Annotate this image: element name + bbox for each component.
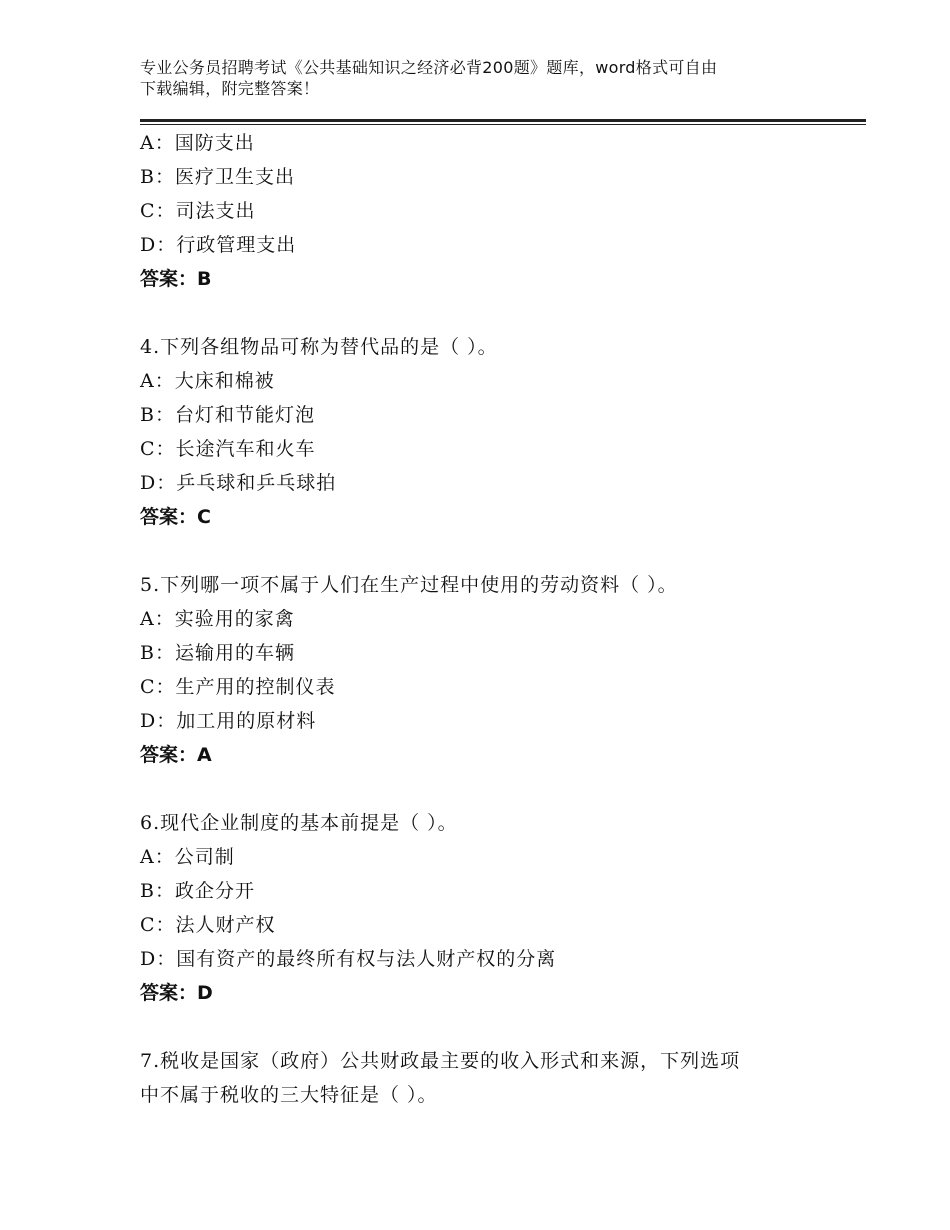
option-d: D：行政管理支出: [140, 234, 297, 256]
option-a: A：公司制: [140, 846, 235, 868]
option-c: C：生产用的控制仪表: [140, 676, 336, 698]
question-block-7: [140, 1044, 840, 1112]
option-c: C：长途汽车和火车: [140, 438, 316, 460]
question-block-5: [140, 568, 840, 772]
spacer: [140, 1010, 840, 1044]
option-a: A：实验用的家禽: [140, 608, 295, 630]
answer-line: 答案：D: [140, 982, 213, 1004]
spacer: [140, 534, 840, 568]
option-d: D：乒乓球和乒乓球拍: [140, 472, 337, 494]
question-text: 4.下列各组物品可称为替代品的是（ ）。: [140, 336, 498, 358]
question-block-4: [140, 330, 840, 534]
question-block-6: [140, 806, 840, 1010]
document-header: [140, 57, 820, 99]
answer-line: 答案：A: [140, 744, 212, 766]
option-b: B：运输用的车辆: [140, 642, 295, 664]
question-list: [140, 126, 840, 1112]
question-text-line-2: 中不属于税收的三大特征是（ ）。: [140, 1084, 438, 1106]
spacer: [140, 296, 840, 330]
answer-line: 答案：B: [140, 268, 212, 290]
option-b: B：台灯和节能灯泡: [140, 404, 315, 426]
question-text-line-1: 7.税收是国家（政府）公共财政最主要的收入形式和来源，下列选项: [140, 1050, 741, 1072]
option-d: D：国有资产的最终所有权与法人财产权的分离: [140, 948, 557, 970]
spacer: [140, 772, 840, 806]
answer-line: 答案：C: [140, 506, 211, 528]
question-text: 5.下列哪一项不属于人们在生产过程中使用的劳动资料（ ）。: [140, 574, 678, 596]
option-b: B：政企分开: [140, 880, 255, 902]
option-a: A：大床和棉被: [140, 370, 275, 392]
header-rule-thick: [140, 119, 866, 122]
question-block-3: [140, 126, 840, 296]
option-a: A：国防支出: [140, 132, 255, 154]
question-text: 6.现代企业制度的基本前提是（ ）。: [140, 812, 458, 834]
option-b: B：医疗卫生支出: [140, 166, 295, 188]
option-c: C：司法支出: [140, 200, 256, 222]
header-line-2: 下载编辑，附完整答案！: [140, 79, 320, 98]
header-rule-thin: [140, 124, 866, 125]
option-c: C：法人财产权: [140, 914, 276, 936]
header-line-1: 专业公务员招聘考试《公共基础知识之经济必背200题》题库，word格式可自由: [140, 58, 718, 77]
option-d: D：加工用的原材料: [140, 710, 317, 732]
